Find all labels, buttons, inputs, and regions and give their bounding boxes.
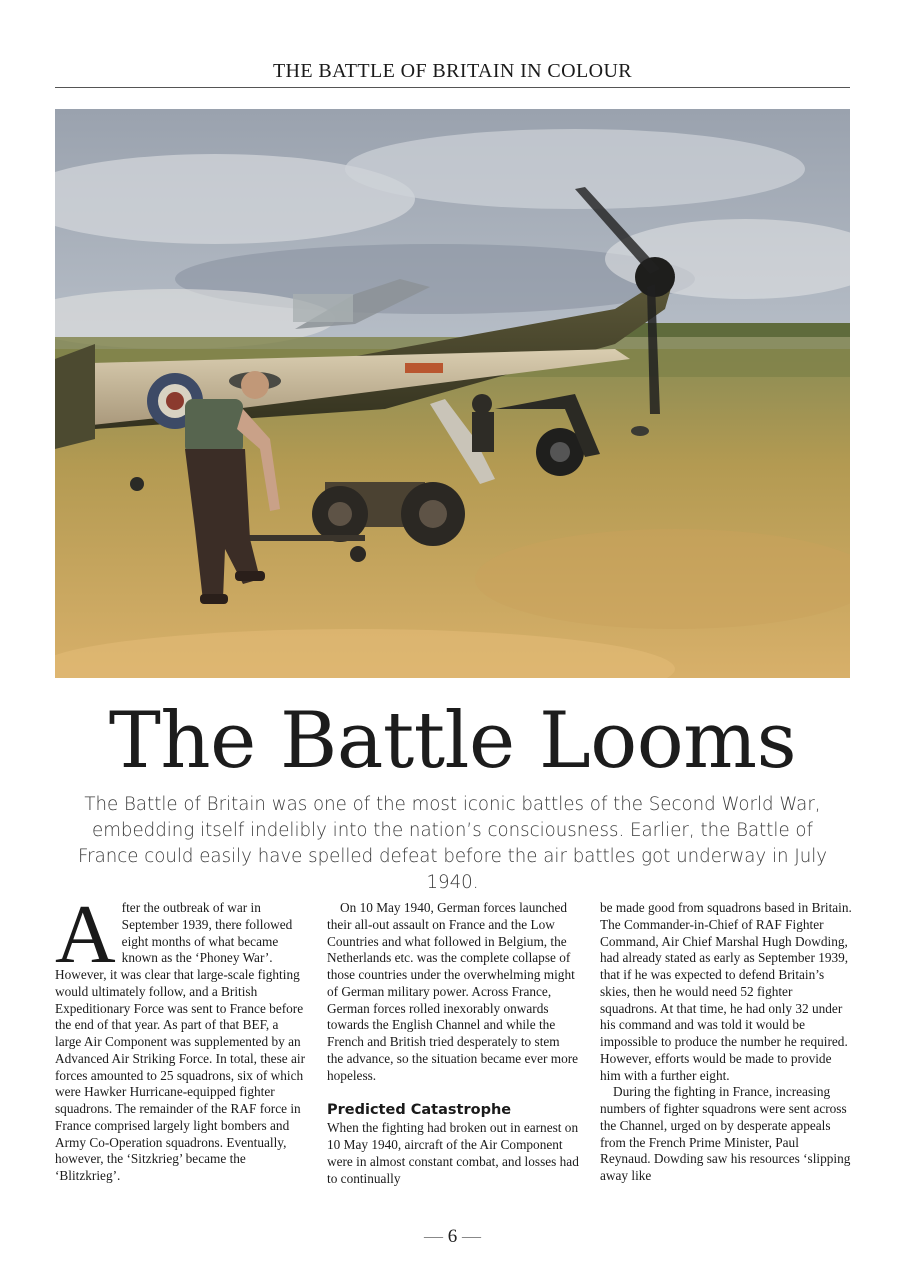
subheading: Predicted Catastrophe <box>327 1102 512 1119</box>
article-title: The Battle Looms <box>108 696 797 786</box>
folio-dash: — <box>462 1226 481 1247</box>
paragraph-text: fter the outbreak of war in September 1939, there followed eight months of what became known as the ‘Phoney War’. However, it was clear that large-scale fighting would ultimately follow, and a British Expeditionary Force was sent to France before the end of that year. As part of that BEF, a large Air Component was supplemented by an Advanced Air Striking Force. In total, these air forces amounted to 25 squadrons, six of which were Hawker Hurricane-equipped fighter squadrons. The remainder of the RAF force in France comprised largely light bombers and Army Co-Operation squadrons. Eventually, however, the ‘Sitzkrieg’ became the ‘Blitzkrieg’. <box>55 900 305 1183</box>
running-head: THE BATTLE OF BRITAIN IN COLOUR <box>272 60 633 82</box>
folio-dash: — <box>424 1226 443 1247</box>
hero-photo <box>55 109 850 678</box>
paragraph: be made good from squadrons based in Britain. The Commander-in-Chief of RAF Fighter Command, Air Chief Marshal Hugh Dowding, had already stated as early as September 1939, that if he was expected to defend Britain’s skies, then he would need 52 fighter squadrons. At that time, he had only 32 under his command and was told it would be impossible to produce the number he required. However, efforts would be made to provide him with a further eight. <box>600 900 852 1083</box>
paragraph: During the fighting in France, increasing numbers of fighter squadrons were sent across the Channel, urged on by desperate appeals from the French Prime Minister, Paul Reynaud. Dowding saw his resources ‘slipping away like <box>600 1084 851 1183</box>
hurricane-fighter-photo <box>55 109 850 678</box>
paragraph: On 10 May 1940, German forces launched their all-out assault on France and the Low Countries and what followed in Belgium, the Netherlands etc. was the complete collapse of those countries under the overwhelming might of German military power. Across France, German forces rolled inexorably onwards towards the English Channel and while the French and British tried desperately to stem the advance, so the situation became ever more hopeless. <box>327 900 579 1083</box>
body-column-2 <box>327 900 579 1187</box>
body-column-3 <box>600 900 852 1185</box>
body-column-1 <box>55 888 307 1185</box>
header-rule <box>55 87 850 88</box>
page-number-value: 6 <box>447 1226 458 1247</box>
paragraph: When the fighting had broken out in earnest on 10 May 1940, aircraft of the Air Component were in almost constant combat, and losses had to continually <box>327 1120 579 1186</box>
page-number <box>0 1226 905 1248</box>
standfirst: The Battle of Britain was one of the most iconic battles of the Second World War, embedding itself indelibly into the nation’s consciousness. Earlier, the Battle of France could easily have spelled defeat before the air battles got underway in July 1940. <box>77 794 828 893</box>
paragraph <box>55 888 307 1185</box>
drop-cap: A <box>55 888 116 981</box>
